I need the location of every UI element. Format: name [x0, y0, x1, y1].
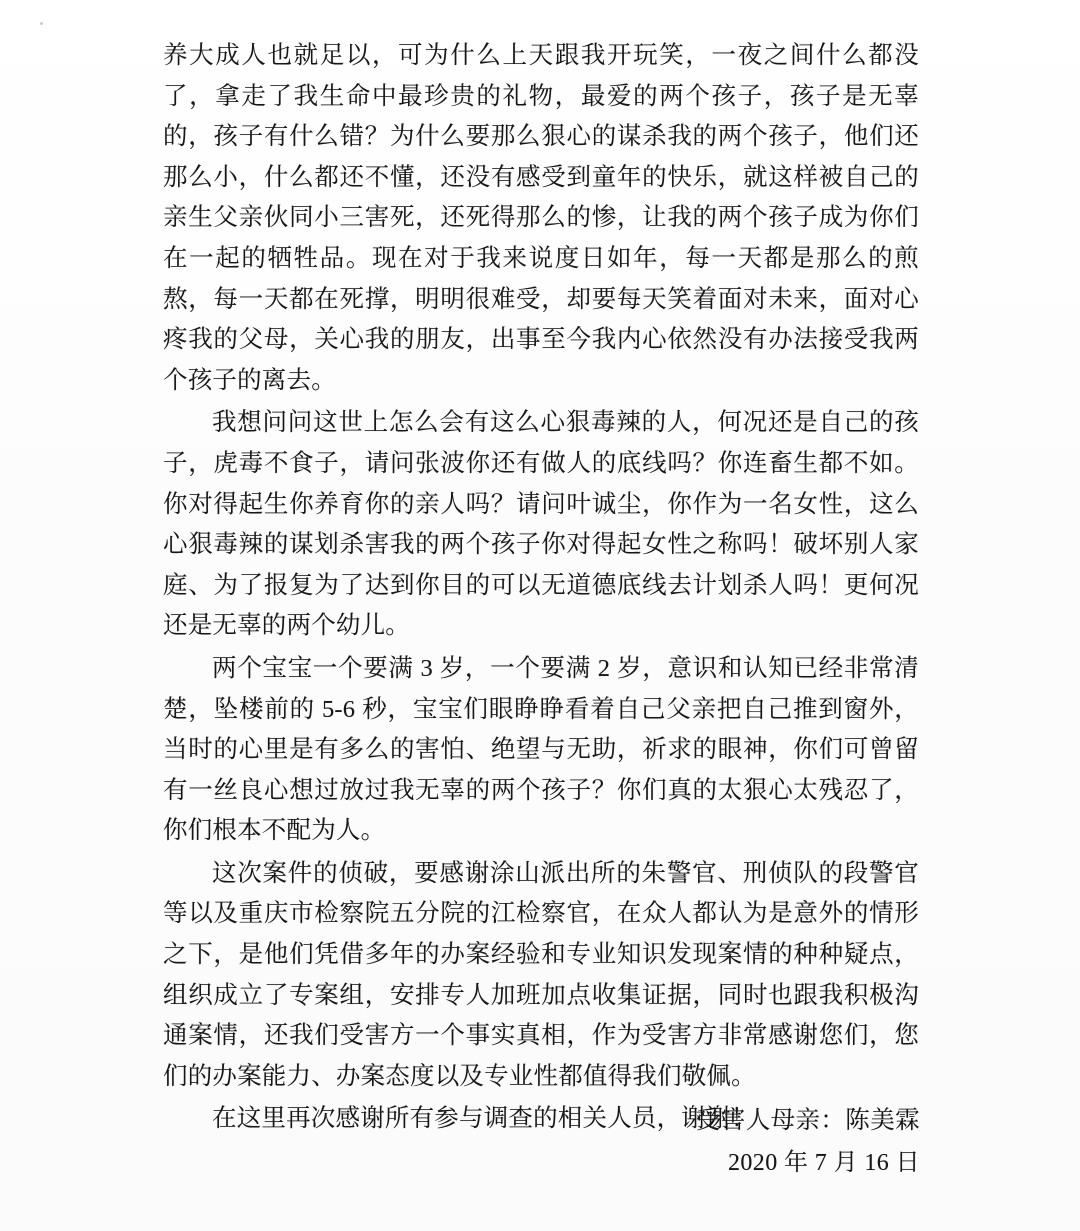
- signature-author: 受害人母亲：陈美霖: [695, 1107, 920, 1134]
- paragraph: 两个宝宝一个要满 3 岁，一个要满 2 岁，意识和认知已经非常清楚，坠楼前的 5-6 秒，宝宝们眼睁睁看着自己父亲把自己推到窗外，当时的心里是有多么的害怕、绝望与无助，祈求的眼神，你们可曾留有一丝良心想过放过我无辜的两个孩子？你们真的太狠心太残忍了，你们根本不配为人。: [163, 654, 919, 845]
- paragraph: 这次案件的侦破，要感谢涂山派出所的朱警官、刑侦队的段警官等以及重庆市检察院五分院的江检察官，在众人都认为是意外的情形之下，是他们凭借多年的办案经验和专业知识发现案情的种种疑点，组织成立了专案组，安排专人加班加点收集证据，同时也跟我积极沟通案情，还我们受害方一个事实真相，作为受害方非常感谢您们，您们的办案能力、办案态度以及专业性都值得我们敬佩。: [163, 859, 919, 1090]
- signature-block: [500, 1100, 920, 1184]
- paragraph: 养大成人也就足以，可为什么上天跟我开玩笑，一夜之间什么都没了，拿走了我生命中最珍贵的礼物，最爱的两个孩子，孩子是无辜的，孩子有什么错？为什么要那么狠心的谋杀我的两个孩子，他们还那么小，什么都还不懂，还没有感受到童年的快乐，就这样被自己的亲生父亲伙同小三害死，还死得那么的惨，让我的两个孩子成为你们在一起的牺牲品。现在对于我来说度日如年，每一天都是那么的煎熬，每一天都在死撑，明明很难受，却要每天笑着面对未来，面对心疼我的父母，关心我的朋友，出事至今我内心依然没有办法接受我两个孩子的离去。: [163, 42, 919, 394]
- scan-speck: [40, 22, 43, 25]
- paragraph: 我想问问这世上怎么会有这么心狠毒辣的人，何况还是自己的孩子，虎毒不食子，请问张波你还有做人的底线吗？你连畜生都不如。你对得起生你养育你的亲人吗？请问叶诚尘，你作为一名女性，这么心狠毒辣的谋划杀害我的两个孩子你对得起女性之称吗！破坏别人家庭、为了报复为了达到你目的可以无道德底线去计划杀人吗！更何况还是无辜的两个幼儿。: [163, 409, 919, 640]
- letter-body: [163, 36, 919, 1142]
- signature-date: 2020 年 7 月 16 日: [728, 1150, 920, 1176]
- paragraph: 在这里再次感谢所有参与调查的相关人员，谢谢！: [212, 1105, 756, 1133]
